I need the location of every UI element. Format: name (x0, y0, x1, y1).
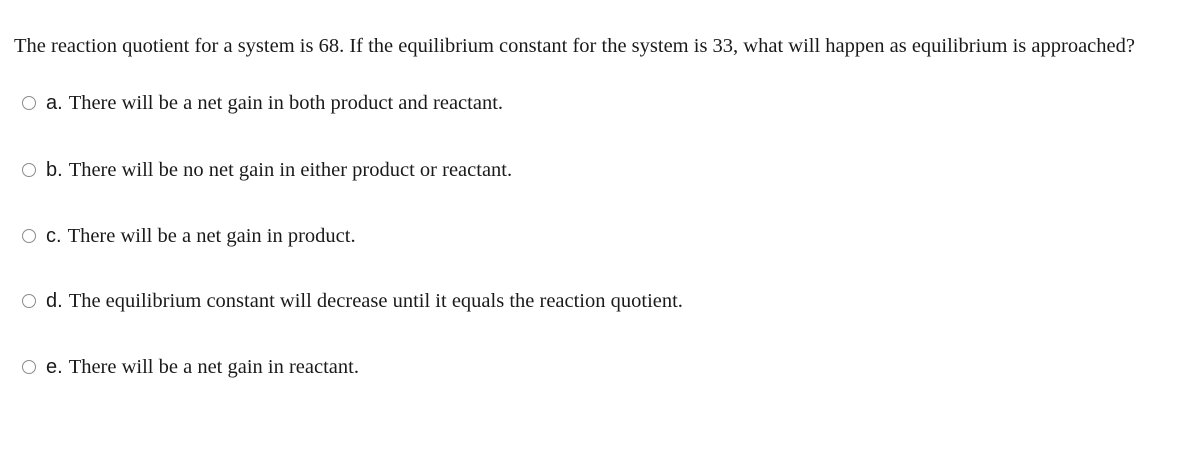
radio-button-b[interactable] (22, 163, 36, 177)
option-e[interactable] (22, 353, 359, 381)
option-letter-b: b. (46, 158, 63, 181)
radio-button-e[interactable] (22, 360, 36, 374)
option-text-a: There will be a net gain in both product and reactant. (68, 91, 504, 114)
question-text: The reaction quotient for a system is 68. If the equilibrium constant for the system is 33, what will happen as equilibrium is approached? (14, 35, 1135, 57)
option-text-b: There will be no net gain in either product or reactant. (68, 158, 513, 181)
option-letter-a: a. (46, 91, 63, 114)
option-text-c: There will be a net gain in product. (67, 224, 356, 247)
radio-button-c[interactable] (22, 229, 36, 243)
option-text-d: The equilibrium constant will decrease until it equals the reaction quotient. (68, 289, 683, 312)
option-c[interactable] (22, 222, 356, 250)
option-letter-c: c. (46, 224, 62, 247)
option-b[interactable] (22, 156, 512, 184)
option-letter-d: d. (46, 289, 63, 312)
option-a[interactable] (22, 89, 503, 117)
option-letter-e: e. (46, 355, 63, 378)
radio-button-d[interactable] (22, 294, 36, 308)
option-text-e: There will be a net gain in reactant. (68, 355, 359, 378)
option-d[interactable] (22, 287, 683, 315)
radio-button-a[interactable] (22, 96, 36, 110)
